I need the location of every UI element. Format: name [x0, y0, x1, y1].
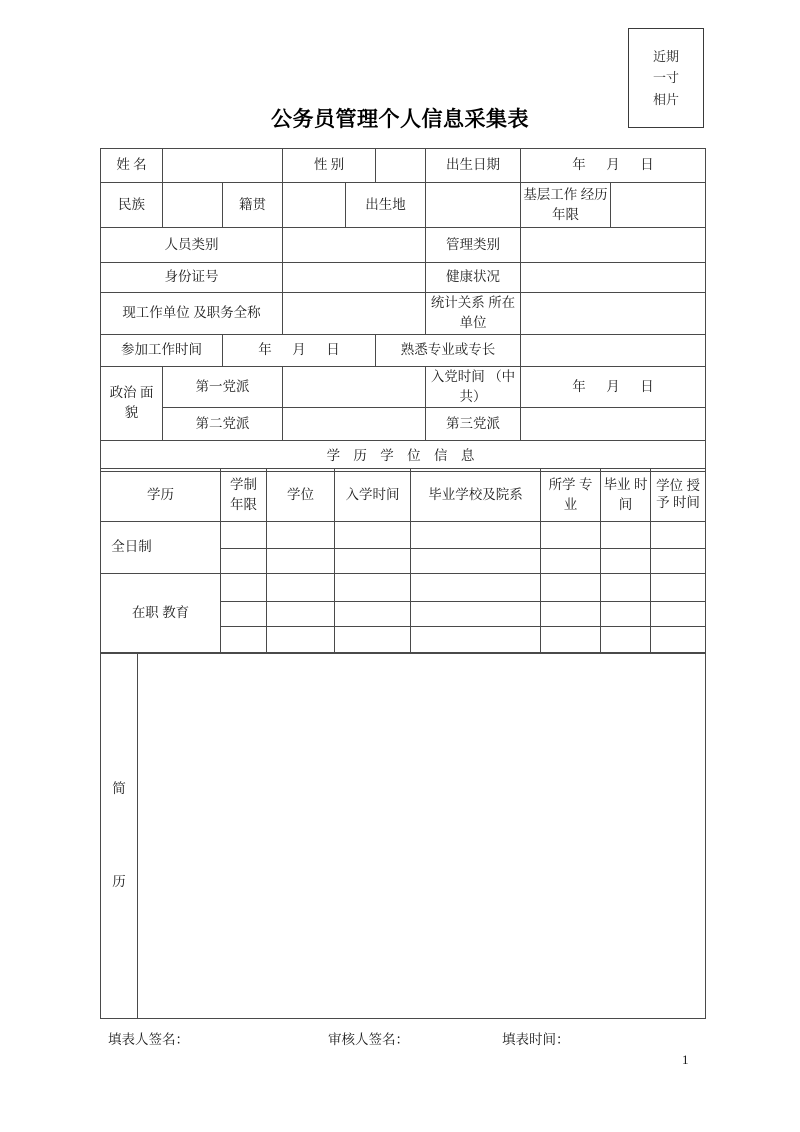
cell-enroll-time[interactable]	[335, 522, 411, 549]
party-month-unit: 月	[606, 378, 620, 394]
label-resume-line2: 历	[112, 873, 126, 889]
col-major-line2: 专业	[563, 476, 593, 512]
label-name: 姓 名	[101, 149, 163, 183]
cell-graduate-time[interactable]	[601, 627, 651, 654]
cell-school-years[interactable]	[221, 522, 267, 549]
input-grassroots-work-years[interactable]	[611, 183, 706, 228]
label-grassroots-line2: 经历年限	[552, 186, 608, 222]
label-party-join-line1: 入党时间	[430, 368, 485, 384]
cell-graduate-time[interactable]	[601, 602, 651, 627]
cell-school-years[interactable]	[221, 549, 267, 574]
col-degree-award-line2: 授予	[656, 478, 700, 510]
label-political-status-line1: 政治	[109, 385, 137, 400]
row-education-section-header	[101, 441, 706, 472]
label-current-unit	[101, 293, 283, 335]
label-birth-place: 出生地	[346, 183, 426, 228]
col-degree-award-time	[651, 469, 706, 522]
col-graduate-time-line1: 毕业	[603, 476, 631, 492]
education-table	[100, 468, 706, 654]
cell-degree-award-time[interactable]	[651, 627, 706, 654]
label-in-service-line2: 教育	[162, 605, 190, 621]
resume-table	[100, 652, 706, 1019]
row-work-start-specialty	[101, 334, 706, 366]
col-school-years-line2: 年限	[230, 497, 257, 512]
label-management-category: 管理类别	[426, 228, 521, 263]
label-full-time	[101, 522, 221, 574]
row-id-health	[101, 263, 706, 293]
cell-school-department[interactable]	[411, 602, 541, 627]
cell-major[interactable]	[541, 574, 601, 602]
cell-school-department[interactable]	[411, 522, 541, 549]
input-management-category[interactable]	[521, 228, 706, 263]
work-year-unit: 年	[258, 341, 272, 357]
cell-degree-award-time[interactable]	[651, 549, 706, 574]
label-third-party: 第三党派	[426, 408, 521, 441]
col-graduate-time	[601, 469, 651, 522]
cell-graduate-time[interactable]	[601, 574, 651, 602]
label-party-join-time	[426, 366, 521, 408]
education-header-row	[101, 469, 706, 522]
row-current-unit-statistic-unit	[101, 293, 706, 335]
cell-graduate-time[interactable]	[601, 549, 651, 574]
input-id-number[interactable]	[283, 263, 426, 293]
photo-line-3: 相片	[652, 91, 679, 107]
input-health-status[interactable]	[521, 263, 706, 293]
birth-day-unit: 日	[640, 157, 654, 173]
cell-enroll-time[interactable]	[335, 574, 411, 602]
label-current-unit-line2: 及职务全称	[193, 305, 261, 321]
col-school-department: 毕业学校及院系	[411, 469, 541, 522]
cell-major[interactable]	[541, 602, 601, 627]
cell-enroll-time[interactable]	[335, 627, 411, 654]
cell-school-department[interactable]	[411, 574, 541, 602]
col-school-years-line1: 学制	[230, 476, 257, 492]
input-current-unit[interactable]	[283, 293, 426, 335]
label-political-status-line2: 面貌	[124, 385, 154, 421]
col-enroll-time: 入学时间	[335, 469, 411, 522]
label-full-time-text: 全日制	[111, 539, 152, 555]
input-specialty[interactable]	[521, 334, 706, 366]
cell-degree-award-time[interactable]	[651, 602, 706, 627]
cell-major[interactable]	[541, 522, 601, 549]
page-number: 1	[682, 1052, 689, 1067]
label-id-number: 身份证号	[101, 263, 283, 293]
col-degree-level: 学历	[101, 469, 221, 522]
birth-year-unit: 年	[572, 157, 586, 173]
col-graduate-time-line2: 时间	[618, 476, 648, 512]
label-work-start-time: 参加工作时间	[101, 334, 223, 366]
label-ethnicity: 民族	[101, 183, 163, 228]
input-work-start-time[interactable]	[223, 334, 376, 366]
input-second-party[interactable]	[283, 408, 426, 441]
party-day-unit: 日	[640, 378, 654, 394]
page-title: 公务员管理个人信息采集表	[271, 107, 529, 131]
label-second-party: 第二党派	[163, 408, 283, 441]
cell-school-years[interactable]	[221, 574, 267, 602]
label-first-party: 第一党派	[163, 366, 283, 408]
photo-line-2: 一寸	[652, 70, 679, 86]
col-major	[541, 469, 601, 522]
input-name[interactable]	[163, 149, 283, 183]
label-native-place: 籍贯	[223, 183, 283, 228]
label-statistic-unit-line1: 统计关系	[430, 295, 485, 310]
label-grassroots-line1: 基层工作	[523, 186, 578, 202]
cell-degree[interactable]	[267, 602, 335, 627]
cell-degree[interactable]	[267, 522, 335, 549]
label-resume-line1: 简	[112, 781, 126, 797]
cell-degree[interactable]	[267, 574, 335, 602]
col-degree-award-line3: 时间	[672, 495, 700, 510]
input-birth-place[interactable]	[426, 183, 521, 228]
label-party-join-line2: （中共）	[459, 368, 516, 404]
col-degree: 学位	[267, 469, 335, 522]
birth-month-unit: 月	[606, 157, 620, 173]
input-resume[interactable]	[138, 653, 706, 1019]
col-degree-award-line1: 学位	[656, 478, 684, 494]
cell-school-years[interactable]	[221, 602, 267, 627]
label-current-unit-line1: 现工作单位	[122, 305, 190, 321]
label-birth-date: 出生日期	[426, 149, 521, 183]
cell-major[interactable]	[541, 627, 601, 654]
row-second-third-party	[101, 408, 706, 441]
row-ethnicity-nativeplace	[101, 183, 706, 228]
input-gender[interactable]	[376, 149, 426, 183]
input-native-place[interactable]	[283, 183, 346, 228]
input-birth-date[interactable]	[521, 149, 706, 183]
cell-major[interactable]	[541, 549, 601, 574]
cell-school-department[interactable]	[411, 549, 541, 574]
label-political-status	[101, 366, 163, 441]
label-fill-date: 填表时间：	[502, 1032, 570, 1047]
row-political-status-first-party	[101, 366, 706, 408]
label-grassroots-work-years	[521, 183, 611, 228]
label-health-status: 健康状况	[426, 263, 521, 293]
input-third-party[interactable]	[521, 408, 706, 441]
label-statistic-unit	[426, 293, 521, 335]
cell-enroll-time[interactable]	[335, 549, 411, 574]
row-name-gender-birth	[101, 149, 706, 183]
label-specialty: 熟悉专业或专长	[376, 334, 521, 366]
cell-enroll-time[interactable]	[335, 602, 411, 627]
input-ethnicity[interactable]	[163, 183, 223, 228]
input-personnel-category[interactable]	[283, 228, 426, 263]
cell-degree[interactable]	[267, 549, 335, 574]
label-gender: 性 别	[283, 149, 376, 183]
work-month-unit: 月	[292, 341, 306, 357]
col-school-years	[221, 469, 267, 522]
label-personnel-category: 人员类别	[101, 228, 283, 263]
cell-school-years[interactable]	[221, 627, 267, 654]
cell-degree[interactable]	[267, 627, 335, 654]
label-resume	[101, 653, 138, 1019]
cell-graduate-time[interactable]	[601, 522, 651, 549]
work-day-unit: 日	[326, 341, 340, 357]
input-first-party[interactable]	[283, 366, 426, 408]
label-in-service-line1: 在职	[131, 605, 159, 621]
label-reviewer-signature: 审核人签名：	[328, 1032, 409, 1047]
form-grid	[100, 148, 706, 472]
label-filler-signature: 填表人签名：	[108, 1032, 189, 1047]
label-statistic-unit-line2: 所在单位	[459, 295, 516, 331]
input-statistic-unit[interactable]	[521, 293, 706, 335]
photo-line-1: 近期	[652, 48, 679, 64]
row-personnel-management-category	[101, 228, 706, 263]
input-party-join-time[interactable]	[521, 366, 706, 408]
party-year-unit: 年	[572, 378, 586, 394]
cell-degree-award-time[interactable]	[651, 574, 706, 602]
cell-school-department[interactable]	[411, 627, 541, 654]
table-row-inservice-1	[101, 574, 706, 602]
cell-degree-award-time[interactable]	[651, 522, 706, 549]
label-in-service-education	[101, 574, 221, 654]
row-resume	[101, 653, 706, 1019]
table-row-fulltime-1	[101, 522, 706, 549]
col-major-line1: 所学	[548, 476, 576, 492]
label-resume-spacer	[103, 800, 135, 872]
education-section-title: 学 历 学 位 信 息	[101, 441, 706, 472]
